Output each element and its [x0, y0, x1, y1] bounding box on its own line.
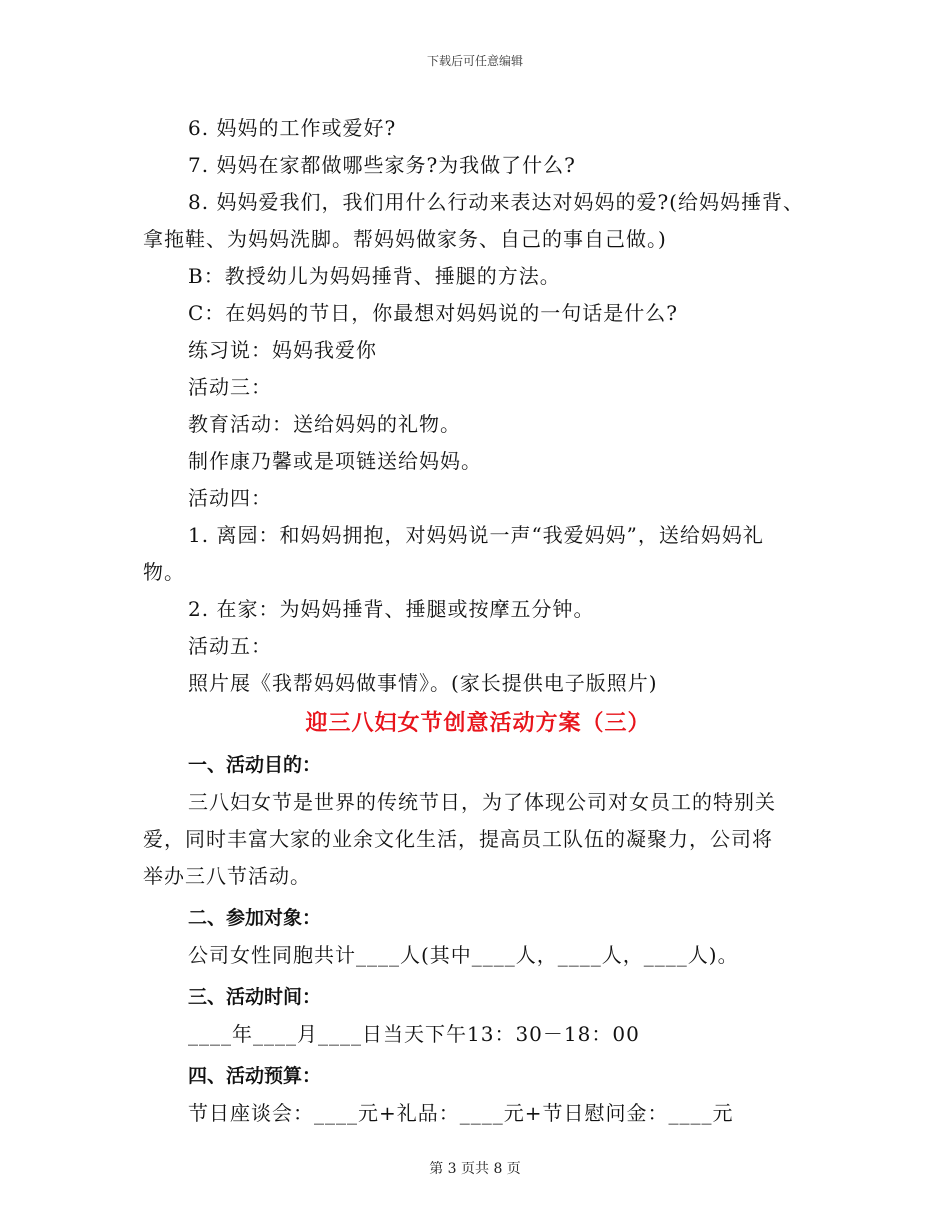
section-heading: 三、活动时间：: [188, 986, 322, 1008]
text-line: 教育活动：送给妈妈的礼物。: [188, 412, 461, 436]
text-line: 7. 妈妈在家都做哪些家务?为我做了什么?: [188, 153, 576, 177]
text-line: 2. 在家：为妈妈捶背、捶腿或按摩五分钟。: [188, 597, 595, 621]
text-line: ____年____月____日当天下午13：30－18：00: [188, 1022, 640, 1046]
section-title: 迎三八妇女节创意活动方案（三）: [305, 711, 651, 736]
page-header: 下载后可任意编辑: [426, 54, 523, 68]
page-footer: 第 3 页共 8 页: [429, 1161, 521, 1177]
text-line: 活动四：: [188, 486, 272, 510]
text-line: 照片展《我帮妈妈做事情》。(家长提供电子版照片): [188, 671, 658, 695]
section-heading: 一、活动目的：: [188, 754, 322, 776]
text-line: 活动五：: [188, 634, 272, 658]
text-line: 物。: [143, 560, 185, 584]
text-line: 举办三八节活动。: [143, 864, 311, 888]
text-line: 爱，同时丰富大家的业余文化生活，提高员工队伍的凝聚力，公司将: [143, 827, 773, 851]
text-line: 6. 妈妈的工作或爱好?: [188, 116, 397, 140]
text-line: 公司女性同胞共计____人(其中____人，____人，____人)。: [188, 943, 739, 967]
text-line: 制作康乃馨或是项链送给妈妈。: [188, 449, 482, 473]
text-line: 活动三：: [188, 375, 272, 399]
text-line: B：教授幼儿为妈妈捶背、捶腿的方法。: [188, 264, 561, 288]
text-line: 拿拖鞋、为妈妈洗脚。帮妈妈做家务、自己的事自己做。): [143, 227, 667, 251]
section-heading: 四、活动预算：: [188, 1065, 322, 1087]
text-line: 节日座谈会：____元+礼品：____元+节日慰问金：____元: [188, 1101, 734, 1125]
text-line: 8. 妈妈爱我们，我们用什么行动来表达对妈妈的爱?(给妈妈捶背、: [188, 190, 804, 214]
section-heading: 二、参加对象：: [188, 907, 322, 929]
text-line: 1. 离园：和妈妈拥抱，对妈妈说一声“我爱妈妈”，送给妈妈礼: [188, 523, 764, 547]
text-line: 练习说：妈妈我爱你: [188, 338, 377, 362]
document-body: [143, 110, 813, 1132]
text-line: C：在妈妈的节日，你最想对妈妈说的一句话是什么?: [188, 301, 679, 325]
text-line: 三八妇女节是世界的传统节日，为了体现公司对女员工的特别关: [188, 790, 776, 814]
